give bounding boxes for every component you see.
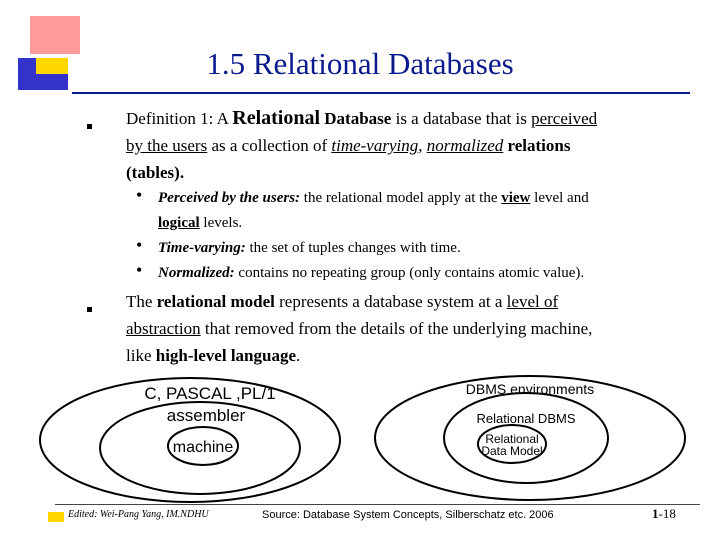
text-span: represents a database system at a: [274, 292, 507, 311]
middle-label: assembler: [166, 406, 246, 425]
underlined-term: abstraction: [126, 319, 201, 338]
sub-label: Perceived by the users:: [158, 190, 301, 206]
abstraction-diagram: [0, 360, 720, 505]
italic-term: normalized: [426, 136, 504, 155]
sub-text: the relational model apply at the: [300, 190, 502, 206]
dot-marker: •: [136, 185, 143, 205]
footer-source: Source: Database System Concepts, Silberschatz etc. 2006: [262, 509, 554, 521]
sub-label: Time-varying:: [158, 240, 246, 256]
sub-label: Normalized:: [158, 265, 235, 281]
footer-rule: [55, 504, 700, 505]
text-span: like: [126, 346, 156, 365]
middle-label: Relational DBMS: [476, 411, 576, 426]
outer-label: C, PASCAL ,PL/1: [144, 384, 276, 403]
left-diagram: [40, 378, 340, 502]
footer-edited: Edited: Wei-Pang Yang, IM.NDHU: [68, 509, 209, 520]
sub-text: level and: [530, 190, 589, 206]
bold-term: relational model: [156, 292, 275, 311]
text-span: .: [296, 346, 301, 365]
underlined-term: by the users: [126, 136, 208, 155]
inner-label-1: Relational: [485, 432, 539, 446]
page-major: 1: [652, 506, 659, 521]
page-title: 1.5 Relational Databases: [206, 46, 514, 81]
sub-item: [136, 186, 696, 236]
sub-text: the set of tuples changes with time.: [245, 240, 461, 256]
sub-text: levels.: [199, 215, 243, 231]
outer-label: DBMS environments: [465, 381, 595, 397]
title-rule: [72, 92, 690, 94]
sub-text: contains no repeating group (only contains atomic value).: [234, 265, 585, 281]
dot-marker: •: [136, 235, 143, 255]
bullet-marker: [87, 124, 92, 129]
underlined-term: view: [501, 190, 531, 206]
text-span: ,: [418, 136, 427, 155]
right-diagram: [375, 376, 685, 500]
page-number: [652, 506, 676, 522]
definition-paragraph: [126, 105, 696, 186]
bold-term: Relational: [232, 107, 321, 129]
bold-term: high-level language: [155, 346, 297, 365]
underlined-term: logical: [158, 215, 200, 231]
footer-logo-square: [48, 512, 64, 522]
page-minor: -18: [658, 506, 676, 521]
text-span: is a database that is: [391, 109, 532, 128]
bold-term: Database: [320, 109, 392, 128]
underlined-term: level of: [506, 292, 559, 311]
text-span: as a collection of: [207, 136, 332, 155]
bold-term: (tables).: [126, 163, 185, 182]
bullet-marker: [87, 307, 92, 312]
sub-bullet-list: [136, 186, 696, 286]
underlined-term: perceived: [531, 109, 598, 128]
dot-marker: •: [136, 260, 143, 280]
inner-label-2: Data Model: [481, 444, 543, 458]
bold-term: relations: [503, 136, 571, 155]
relational-model-paragraph: [126, 288, 701, 369]
inner-label: machine: [172, 439, 234, 456]
text-span: Definition 1: A: [126, 109, 233, 128]
text-span: that removed from the details of the underlying machine,: [200, 319, 593, 338]
text-span: The: [126, 292, 157, 311]
italic-term: time-varying: [331, 136, 419, 155]
sub-item: [136, 261, 696, 286]
sub-item: [136, 236, 696, 261]
